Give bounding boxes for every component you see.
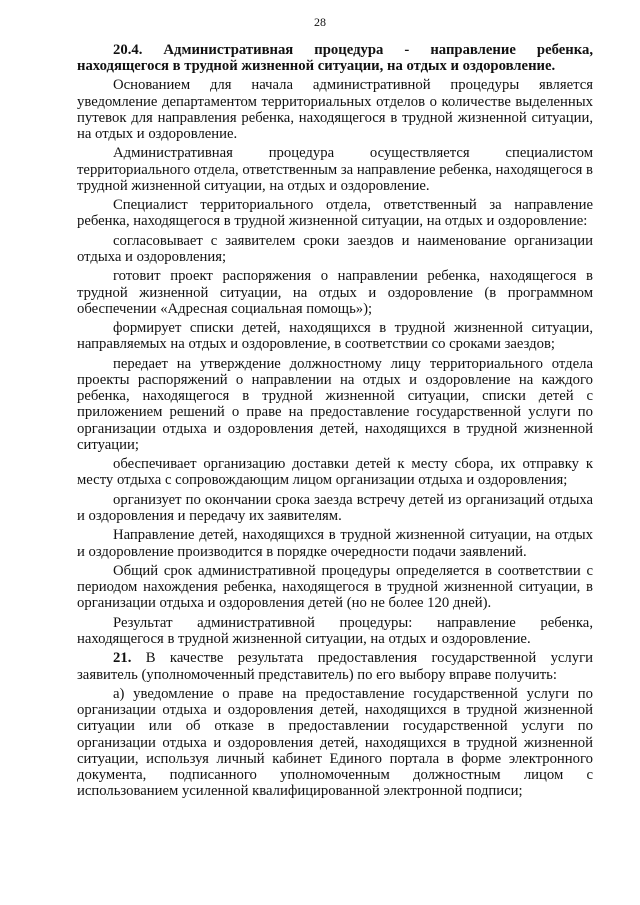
- subclause-a: а) уведомление о праве на предоставление государственной услуги по организации отдыха и оздоровления детей, находящихся в трудной жизненной ситуации или об отказе в предоставлении государственной услуги по организации отдыха и оздоровления детей, находящихся в трудной жизненной ситуации, используя личный кабинет Единого портала в форме электронного документа, подписанного уполномоченным должностным лицом с использованием усиленной квалифицированной электронной подписи;: [77, 685, 593, 800]
- paragraph: Общий срок административной процедуры определяется в соответствии с периодом нахождения ребенка, находящегося в трудной жизненной ситуации, в организации отдыха и оздоровления детей (но не более 120 дней).: [77, 562, 593, 612]
- paragraph: формирует списки детей, находящихся в трудной жизненной ситуации, направляемых на отдых и оздоровление, в соответствии со сроками заездов;: [77, 320, 593, 353]
- paragraph: организует по окончании срока заезда встречу детей из организаций отдыха и оздоровления и передачу их заявителям.: [77, 491, 593, 524]
- paragraph: готовит проект распоряжения о направлении ребенка, находящегося в трудной жизненной ситуации, на отдых и оздоровление (в программном обеспечении «Адресная социальная помощь»);: [77, 268, 593, 317]
- page-number: 28: [314, 15, 326, 29]
- paragraph: передает на утверждение должностному лицу территориального отдела проекты распоряжений о направлении на отдых и оздоровление на каждого ребенка, находящегося в трудной жизненной ситуации, списки детей с приложением решений о праве на предоставление государственной услуги по организации отдыха и оздоровления детей, находящихся в трудной жизненной ситуации;: [77, 355, 593, 453]
- paragraph: согласовывает с заявителем сроки заездов и наименование организации отдыха и оздоровления;: [77, 232, 593, 265]
- clause-number: 21.: [113, 650, 132, 667]
- document-body: [77, 42, 593, 803]
- clause-21: [77, 650, 593, 682]
- paragraph: Направление детей, находящихся в трудной жизненной ситуации, на отдых и оздоровление производится в порядке очередности подачи заявлений.: [77, 527, 593, 560]
- paragraph: обеспечивает организацию доставки детей к месту сбора, их отправку к месту отдыха с сопровождающим лицом организации отдыха и оздоровления;: [77, 456, 593, 489]
- section-heading: 20.4. Административная процедура - направление ребенка, находящегося в трудной жизненной ситуации, на отдых и оздоровление.: [77, 42, 593, 75]
- paragraph: Административная процедура осуществляется специалистом территориального отдела, ответственным за направление ребенка, находящегося в трудной жизненной ситуации, на отдых и оздоровление.: [77, 145, 593, 194]
- paragraph: Результат административной процедуры: направление ребенка, находящегося в трудной жизненной ситуации, на отдых и оздоровление.: [77, 614, 593, 647]
- clause-text: В качестве результата предоставления государственной услуги заявитель (уполномоченный представитель) по его выбору вправе получить:: [77, 650, 593, 683]
- paragraph: Основанием для начала административной процедуры является уведомление департаментом территориальных отделов о количестве выделенных путевок для направления ребенка, находящегося в трудной жизненной ситуации, на отдых и оздоровление.: [77, 77, 593, 143]
- paragraph: Специалист территориального отдела, ответственный за направление ребенка, находящегося в трудной жизненной ситуации, на отдых и оздоровление:: [77, 197, 593, 230]
